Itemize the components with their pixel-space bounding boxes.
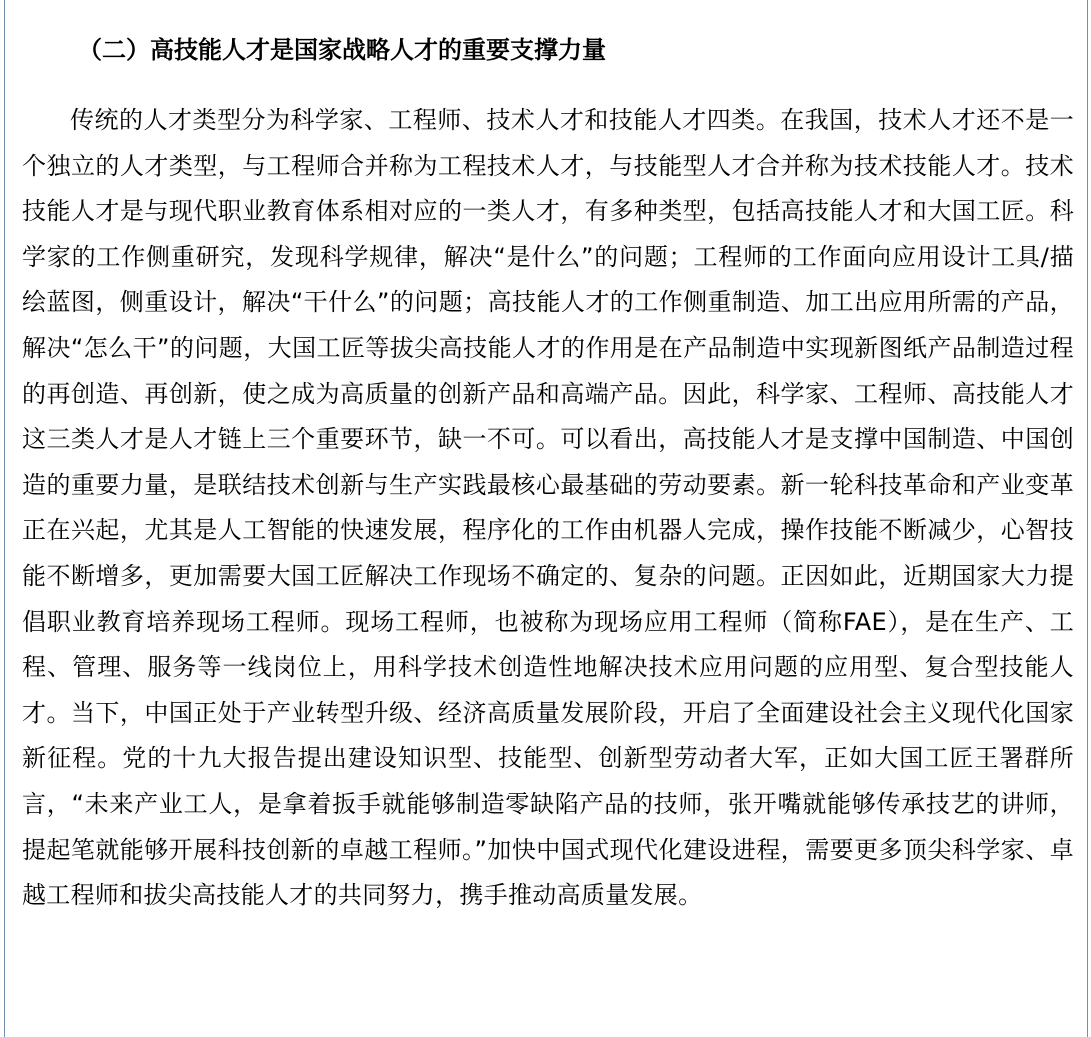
- page-frame-right: [1087, 0, 1088, 1037]
- page-frame-left: [4, 0, 5, 1037]
- section-heading: （二）高技能人才是国家战略人才的重要支撑力量: [78, 36, 606, 64]
- body-paragraph: 传统的人才类型分为科学家、工程师、技术人才和技能人才四类。在我国，技术人才还不是一个独立的人才类型，与工程师合并称为工程技术人才，与技能型人才合并称为技术技能人才。技术技能人才是与现代职业教育体系相对应的一类人才，有多种类型，包括高技能人才和大国工匠。科学家的工作侧重研究，发现科学规律，解决“是什么”的问题；工程师的工作面向应用设计工具/描绘蓝图，侧重设计，解决“干什么”的问题；高技能人才的工作侧重制造、加工出应用所需的产品，解决“怎么干”的问题，大国工匠等拔尖高技能人才的作用是在产品制造中实现新图纸产品制造过程的再创造、再创新，使之成为高质量的创新产品和高端产品。因此，科学家、工程师、高技能人才这三类人才是人才链上三个重要环节，缺一不可。可以看出，高技能人才是支撑中国制造、中国创造的重要力量，是联结技术创新与生产实践最核心最基础的劳动要素。新一轮科技革命和产业变革正在兴起，尤其是人工智能的快速发展，程序化的工作由机器人完成，操作技能不断减少，心智技能不断增多，更加需要大国工匠解决工作现场不确定的、复杂的问题。正因如此，近期国家大力提倡职业教育培养现场工程师。现场工程师，也被称为现场应用工程师（简称FAE），是在生产、工程、管理、服务等一线岗位上，用科学技术创造性地解决技术应用问题的应用型、复合型技能人才。当下，中国正处于产业转型升级、经济高质量发展阶段，开启了全面建设社会主义现代化国家新征程。党的十九大报告提出建设知识型、技能型、创新型劳动者大军，正如大国工匠王署群所言，“未来产业工人，是拿着扳手就能够制造零缺陷产品的技师，张开嘴就能够传承技艺的讲师，提起笔就能够开展科技创新的卓越工程师。”加快中国式现代化建设进程，需要更多顶尖科学家、卓越工程师和拔尖高技能人才的共同努力，携手推动高质量发展。: [22, 106, 1074, 910]
